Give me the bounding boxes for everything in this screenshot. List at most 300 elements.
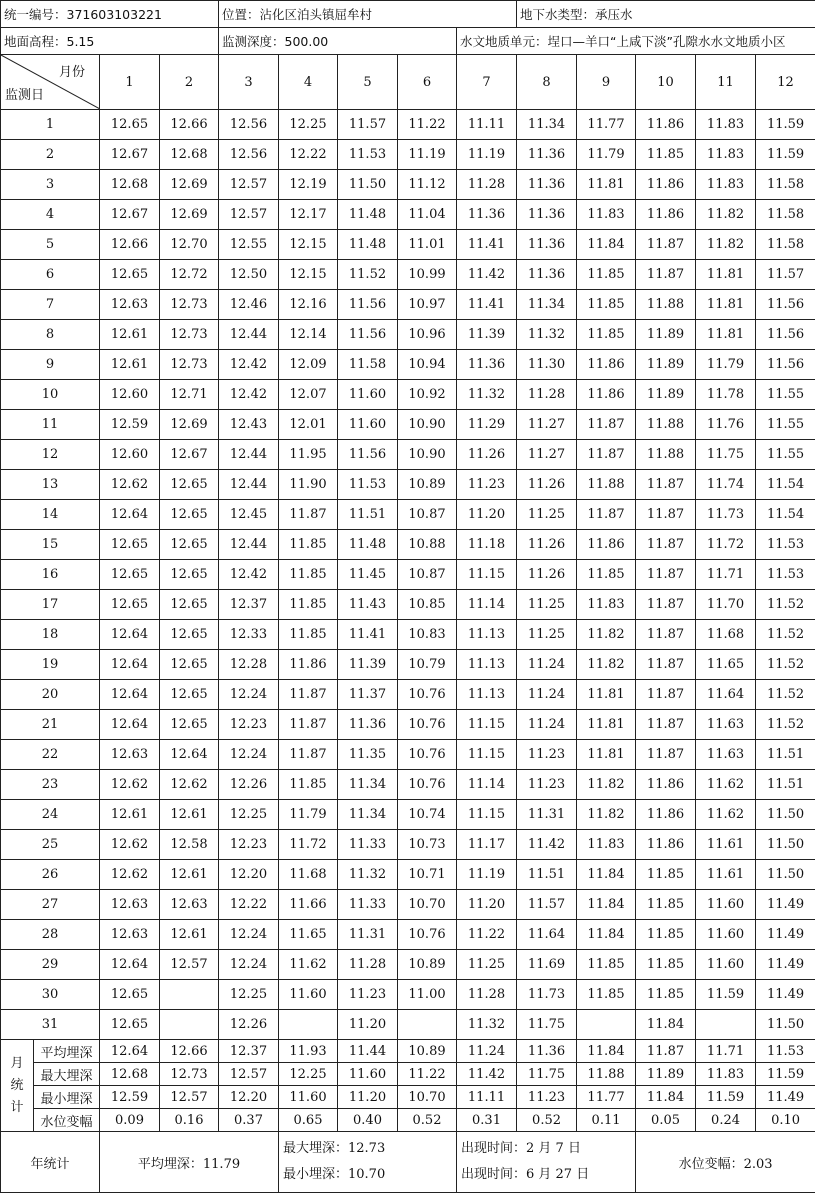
day-cell: 31 [1, 1010, 100, 1040]
depth-cell: 11.84 [577, 860, 636, 890]
depth-cell: 12.33 [219, 620, 279, 650]
depth-cell: 11.85 [636, 860, 696, 890]
stat-cell: 12.25 [279, 1063, 338, 1086]
depth-cell: 11.86 [636, 830, 696, 860]
depth-cell: 10.89 [398, 470, 457, 500]
depth-cell: 10.79 [398, 650, 457, 680]
depth-cell: 11.25 [517, 500, 577, 530]
depth-cell: 11.60 [696, 890, 756, 920]
depth-cell: 11.36 [517, 200, 577, 230]
depth-cell: 11.22 [398, 110, 457, 140]
month-header: 12 [756, 55, 815, 110]
day-cell: 16 [1, 560, 100, 590]
depth-cell: 12.65 [160, 680, 219, 710]
depth-cell: 12.65 [160, 560, 219, 590]
depth-cell: 12.60 [100, 380, 160, 410]
depth-cell: 12.65 [100, 590, 160, 620]
table-row [1, 530, 815, 560]
month-header-row [1, 55, 815, 110]
depth-cell: 11.84 [636, 1010, 696, 1040]
depth-cell: 11.56 [756, 320, 815, 350]
stat-cell: 0.65 [279, 1109, 338, 1132]
depth-cell: 12.68 [100, 170, 160, 200]
depth-cell: 11.25 [517, 590, 577, 620]
depth-cell: 11.75 [696, 440, 756, 470]
stat-cell: 0.31 [457, 1109, 517, 1132]
table-row [1, 860, 815, 890]
monitoring-depth: 监测深度：500.00 [219, 28, 457, 55]
depth-cell: 11.60 [696, 950, 756, 980]
year-min-depth: 最小埋深：10.70 [283, 1162, 456, 1188]
depth-cell: 12.65 [100, 530, 160, 560]
depth-cell: 11.62 [696, 800, 756, 830]
stat-cell: 11.11 [457, 1086, 517, 1109]
day-cell: 25 [1, 830, 100, 860]
depth-cell: 11.64 [696, 680, 756, 710]
depth-cell: 10.97 [398, 290, 457, 320]
stat-cell: 11.36 [517, 1040, 577, 1063]
depth-cell [160, 1010, 219, 1040]
depth-cell: 11.59 [696, 980, 756, 1010]
table-row [1, 200, 815, 230]
stat-cell: 11.42 [457, 1063, 517, 1086]
depth-cell: 11.86 [279, 650, 338, 680]
depth-cell: 11.15 [457, 800, 517, 830]
depth-cell: 11.19 [398, 140, 457, 170]
depth-cell: 11.85 [636, 950, 696, 980]
depth-cell: 11.85 [577, 980, 636, 1010]
depth-cell: 11.61 [696, 830, 756, 860]
table-row [1, 740, 815, 770]
depth-cell: 11.76 [696, 410, 756, 440]
depth-cell: 11.04 [398, 200, 457, 230]
depth-cell: 11.33 [338, 890, 398, 920]
depth-cell: 12.61 [160, 800, 219, 830]
depth-cell: 11.52 [756, 590, 815, 620]
depth-cell: 11.95 [279, 440, 338, 470]
depth-cell: 11.69 [517, 950, 577, 980]
depth-cell: 10.99 [398, 260, 457, 290]
depth-cell: 12.64 [100, 710, 160, 740]
depth-cell: 12.42 [219, 560, 279, 590]
depth-cell: 10.87 [398, 500, 457, 530]
depth-cell: 11.41 [338, 620, 398, 650]
stat-row [1, 1109, 815, 1132]
depth-cell: 11.53 [756, 530, 815, 560]
depth-cell: 10.90 [398, 410, 457, 440]
table-row [1, 650, 815, 680]
depth-cell: 11.87 [279, 740, 338, 770]
depth-cell: 11.26 [517, 530, 577, 560]
depth-cell: 11.78 [696, 380, 756, 410]
depth-cell: 11.83 [577, 200, 636, 230]
depth-cell: 12.65 [160, 650, 219, 680]
depth-cell: 12.24 [219, 740, 279, 770]
stat-row [1, 1040, 815, 1063]
depth-cell: 11.83 [696, 110, 756, 140]
depth-cell: 11.31 [517, 800, 577, 830]
depth-cell: 12.44 [219, 440, 279, 470]
location: 位置：沾化区泊头镇屈牟村 [219, 1, 517, 28]
stat-cell: 11.84 [577, 1040, 636, 1063]
depth-cell: 11.64 [517, 920, 577, 950]
depth-cell: 11.57 [338, 110, 398, 140]
day-cell: 7 [1, 290, 100, 320]
depth-cell: 12.62 [100, 470, 160, 500]
depth-cell: 12.61 [100, 800, 160, 830]
depth-cell: 11.79 [577, 140, 636, 170]
stat-cell: 11.77 [577, 1086, 636, 1109]
depth-cell: 11.82 [577, 800, 636, 830]
depth-cell: 11.20 [338, 1010, 398, 1040]
depth-cell: 12.20 [219, 860, 279, 890]
depth-cell: 12.14 [279, 320, 338, 350]
depth-cell: 12.25 [219, 800, 279, 830]
depth-cell: 11.58 [338, 350, 398, 380]
depth-cell: 12.61 [100, 320, 160, 350]
depth-cell: 11.63 [696, 740, 756, 770]
depth-cell: 11.82 [696, 200, 756, 230]
stat-cell: 11.22 [398, 1063, 457, 1086]
month-header: 2 [160, 55, 219, 110]
day-cell: 10 [1, 380, 100, 410]
depth-cell: 11.81 [696, 290, 756, 320]
depth-cell: 11.55 [756, 380, 815, 410]
depth-cell: 12.63 [100, 890, 160, 920]
ground-elevation: 地面高程：5.15 [1, 28, 219, 55]
depth-cell: 10.88 [398, 530, 457, 560]
depth-cell: 11.51 [756, 740, 815, 770]
depth-cell: 11.53 [756, 560, 815, 590]
depth-cell: 11.48 [338, 200, 398, 230]
depth-cell: 12.60 [100, 440, 160, 470]
depth-cell: 11.15 [457, 740, 517, 770]
depth-cell: 11.49 [756, 920, 815, 950]
month-header: 4 [279, 55, 338, 110]
table-row [1, 980, 815, 1010]
depth-cell: 12.45 [219, 500, 279, 530]
depth-cell: 11.85 [636, 920, 696, 950]
depth-cell: 12.65 [100, 260, 160, 290]
table-row [1, 500, 815, 530]
depth-cell: 12.15 [279, 260, 338, 290]
depth-cell: 11.85 [577, 950, 636, 980]
corner-month-label: 月份 [59, 61, 85, 80]
depth-cell: 11.90 [279, 470, 338, 500]
table-row [1, 950, 815, 980]
table-row [1, 350, 815, 380]
depth-cell: 11.86 [636, 800, 696, 830]
depth-cell: 11.62 [696, 770, 756, 800]
depth-cell: 11.85 [279, 770, 338, 800]
header-row-1 [1, 1, 815, 28]
depth-cell: 11.23 [517, 770, 577, 800]
depth-cell: 11.87 [577, 410, 636, 440]
table-row [1, 260, 815, 290]
stat-cell: 0.09 [100, 1109, 160, 1132]
table-row [1, 410, 815, 440]
groundwater-type: 地下水类型：承压水 [517, 1, 815, 28]
depth-cell: 11.81 [696, 260, 756, 290]
depth-cell: 11.51 [756, 770, 815, 800]
depth-cell: 11.87 [636, 560, 696, 590]
stat-cell: 12.64 [100, 1040, 160, 1063]
header-row-2 [1, 28, 815, 55]
month-header: 7 [457, 55, 517, 110]
depth-cell: 12.63 [100, 920, 160, 950]
depth-cell: 12.62 [100, 770, 160, 800]
depth-cell: 12.63 [100, 290, 160, 320]
stat-cell: 10.89 [398, 1040, 457, 1063]
corner-cell [1, 55, 100, 110]
day-cell: 29 [1, 950, 100, 980]
depth-cell: 11.28 [517, 380, 577, 410]
depth-cell: 11.87 [636, 710, 696, 740]
depth-cell: 12.65 [160, 470, 219, 500]
depth-cell: 11.32 [457, 1010, 517, 1040]
depth-cell: 11.87 [636, 260, 696, 290]
depth-cell: 11.19 [457, 140, 517, 170]
depth-cell: 11.88 [636, 290, 696, 320]
stat-cell: 0.40 [338, 1109, 398, 1132]
depth-cell: 11.15 [457, 560, 517, 590]
stat-cell: 0.52 [517, 1109, 577, 1132]
depth-cell: 12.65 [160, 590, 219, 620]
depth-cell: 11.34 [338, 800, 398, 830]
depth-cell: 12.58 [160, 830, 219, 860]
table-row [1, 440, 815, 470]
depth-cell: 10.90 [398, 440, 457, 470]
stat-cell: 12.37 [219, 1040, 279, 1063]
depth-cell: 11.87 [279, 500, 338, 530]
day-cell: 26 [1, 860, 100, 890]
depth-cell: 11.52 [756, 710, 815, 740]
depth-cell: 12.67 [160, 440, 219, 470]
depth-cell: 11.49 [756, 950, 815, 980]
depth-cell: 11.87 [636, 230, 696, 260]
depth-cell: 11.13 [457, 680, 517, 710]
depth-cell: 12.61 [100, 350, 160, 380]
depth-cell: 11.86 [636, 110, 696, 140]
table-row [1, 470, 815, 500]
day-cell: 8 [1, 320, 100, 350]
table-row [1, 560, 815, 590]
depth-cell: 11.36 [457, 350, 517, 380]
depth-cell: 12.24 [219, 920, 279, 950]
stat-cell: 0.37 [219, 1109, 279, 1132]
depth-cell: 11.87 [636, 650, 696, 680]
depth-cell: 11.36 [457, 200, 517, 230]
depth-cell: 11.19 [457, 860, 517, 890]
depth-cell: 11.34 [517, 290, 577, 320]
depth-cell: 11.71 [696, 560, 756, 590]
stat-row [1, 1086, 815, 1109]
depth-cell: 11.58 [756, 200, 815, 230]
table-row [1, 170, 815, 200]
depth-cell [279, 1010, 338, 1040]
depth-cell: 11.12 [398, 170, 457, 200]
depth-cell: 11.52 [756, 680, 815, 710]
depth-cell: 10.76 [398, 920, 457, 950]
month-header: 10 [636, 55, 696, 110]
stat-cell: 11.87 [636, 1040, 696, 1063]
depth-cell: 11.86 [636, 770, 696, 800]
depth-cell: 11.88 [577, 470, 636, 500]
stat-cell: 0.16 [160, 1109, 219, 1132]
month-stats-label: 月 统 计 [1, 1040, 34, 1132]
month-header: 9 [577, 55, 636, 110]
depth-cell: 11.86 [577, 380, 636, 410]
depth-cell: 11.87 [636, 470, 696, 500]
stat-label: 平均埋深 [34, 1040, 100, 1063]
depth-cell: 11.42 [457, 260, 517, 290]
depth-cell: 11.85 [279, 620, 338, 650]
depth-cell: 11.50 [756, 860, 815, 890]
depth-cell: 11.35 [338, 740, 398, 770]
station-id: 统一编号：371603103221 [1, 1, 219, 28]
depth-cell: 11.65 [696, 650, 756, 680]
depth-cell: 11.25 [457, 950, 517, 980]
depth-cell: 11.81 [577, 740, 636, 770]
stat-cell: 11.60 [338, 1063, 398, 1086]
depth-cell: 11.83 [577, 590, 636, 620]
stat-cell: 11.59 [696, 1086, 756, 1109]
depth-cell: 11.85 [279, 590, 338, 620]
depth-cell: 11.84 [577, 920, 636, 950]
depth-cell: 11.24 [517, 710, 577, 740]
day-cell: 3 [1, 170, 100, 200]
depth-cell: 12.22 [219, 890, 279, 920]
depth-cell: 12.57 [219, 200, 279, 230]
depth-cell: 11.56 [338, 440, 398, 470]
depth-cell: 11.58 [756, 170, 815, 200]
depth-cell [577, 1010, 636, 1040]
depth-cell: 11.88 [636, 410, 696, 440]
depth-cell: 12.69 [160, 170, 219, 200]
depth-cell: 12.24 [219, 950, 279, 980]
depth-cell: 12.63 [160, 890, 219, 920]
depth-cell: 12.62 [100, 830, 160, 860]
depth-cell: 10.92 [398, 380, 457, 410]
depth-cell: 11.87 [636, 500, 696, 530]
depth-cell: 12.67 [100, 140, 160, 170]
depth-cell: 11.74 [696, 470, 756, 500]
depth-cell: 11.20 [457, 890, 517, 920]
depth-cell: 12.70 [160, 230, 219, 260]
day-cell: 2 [1, 140, 100, 170]
depth-cell: 12.50 [219, 260, 279, 290]
year-max-min-depth [279, 1132, 457, 1193]
depth-cell: 11.81 [577, 170, 636, 200]
depth-cell: 11.73 [517, 980, 577, 1010]
depth-cell: 11.70 [696, 590, 756, 620]
depth-cell: 11.32 [457, 380, 517, 410]
depth-cell: 12.65 [160, 500, 219, 530]
depth-cell: 12.59 [100, 410, 160, 440]
depth-cell: 11.68 [696, 620, 756, 650]
depth-cell: 11.51 [517, 860, 577, 890]
month-header: 8 [517, 55, 577, 110]
stat-cell: 11.75 [517, 1063, 577, 1086]
depth-cell [160, 980, 219, 1010]
depth-cell: 11.23 [338, 980, 398, 1010]
depth-cell: 10.71 [398, 860, 457, 890]
stat-cell: 0.24 [696, 1109, 756, 1132]
depth-cell: 12.65 [160, 530, 219, 560]
depth-cell: 11.60 [279, 980, 338, 1010]
depth-cell: 11.29 [457, 410, 517, 440]
depth-cell: 11.61 [696, 860, 756, 890]
depth-cell: 12.55 [219, 230, 279, 260]
stat-label: 最小埋深 [34, 1086, 100, 1109]
depth-cell: 10.70 [398, 890, 457, 920]
depth-cell: 11.88 [636, 440, 696, 470]
depth-cell: 12.67 [100, 200, 160, 230]
depth-cell: 11.11 [457, 110, 517, 140]
depth-cell: 11.87 [577, 440, 636, 470]
depth-cell: 11.60 [338, 380, 398, 410]
depth-cell: 11.85 [279, 560, 338, 590]
depth-cell: 11.75 [517, 1010, 577, 1040]
depth-cell: 11.89 [636, 380, 696, 410]
depth-cell: 11.82 [577, 770, 636, 800]
depth-cell: 11.13 [457, 620, 517, 650]
stat-cell: 12.73 [160, 1063, 219, 1086]
stat-cell: 12.57 [219, 1063, 279, 1086]
day-cell: 18 [1, 620, 100, 650]
year-stats-label: 年统计 [1, 1132, 100, 1193]
depth-cell: 12.62 [160, 770, 219, 800]
day-cell: 12 [1, 440, 100, 470]
depth-cell: 12.63 [100, 740, 160, 770]
table-row [1, 830, 815, 860]
depth-cell: 11.48 [338, 230, 398, 260]
stat-cell: 11.93 [279, 1040, 338, 1063]
depth-cell: 11.39 [338, 650, 398, 680]
depth-cell: 12.22 [279, 140, 338, 170]
depth-cell: 12.42 [219, 350, 279, 380]
corner-day-label: 监测日 [5, 84, 44, 103]
depth-cell: 11.85 [577, 320, 636, 350]
depth-cell: 11.32 [338, 860, 398, 890]
depth-cell: 11.60 [338, 410, 398, 440]
depth-cell: 12.65 [160, 620, 219, 650]
stat-cell: 11.53 [756, 1040, 815, 1063]
stat-cell: 0.52 [398, 1109, 457, 1132]
depth-cell: 11.77 [577, 110, 636, 140]
depth-cell: 11.36 [517, 140, 577, 170]
depth-cell: 12.43 [219, 410, 279, 440]
depth-cell: 11.13 [457, 650, 517, 680]
depth-cell: 11.36 [338, 710, 398, 740]
depth-cell: 12.65 [160, 710, 219, 740]
table-row [1, 230, 815, 260]
depth-cell: 12.65 [100, 560, 160, 590]
depth-cell: 11.82 [577, 650, 636, 680]
stat-cell: 0.05 [636, 1109, 696, 1132]
day-cell: 15 [1, 530, 100, 560]
depth-cell: 11.81 [577, 710, 636, 740]
depth-cell: 11.83 [696, 140, 756, 170]
depth-cell: 11.86 [636, 170, 696, 200]
depth-cell: 12.62 [100, 860, 160, 890]
depth-cell: 11.81 [696, 320, 756, 350]
depth-cell: 10.76 [398, 710, 457, 740]
depth-cell: 11.53 [338, 470, 398, 500]
depth-cell: 12.66 [160, 110, 219, 140]
month-header: 11 [696, 55, 756, 110]
stat-cell: 11.20 [338, 1086, 398, 1109]
